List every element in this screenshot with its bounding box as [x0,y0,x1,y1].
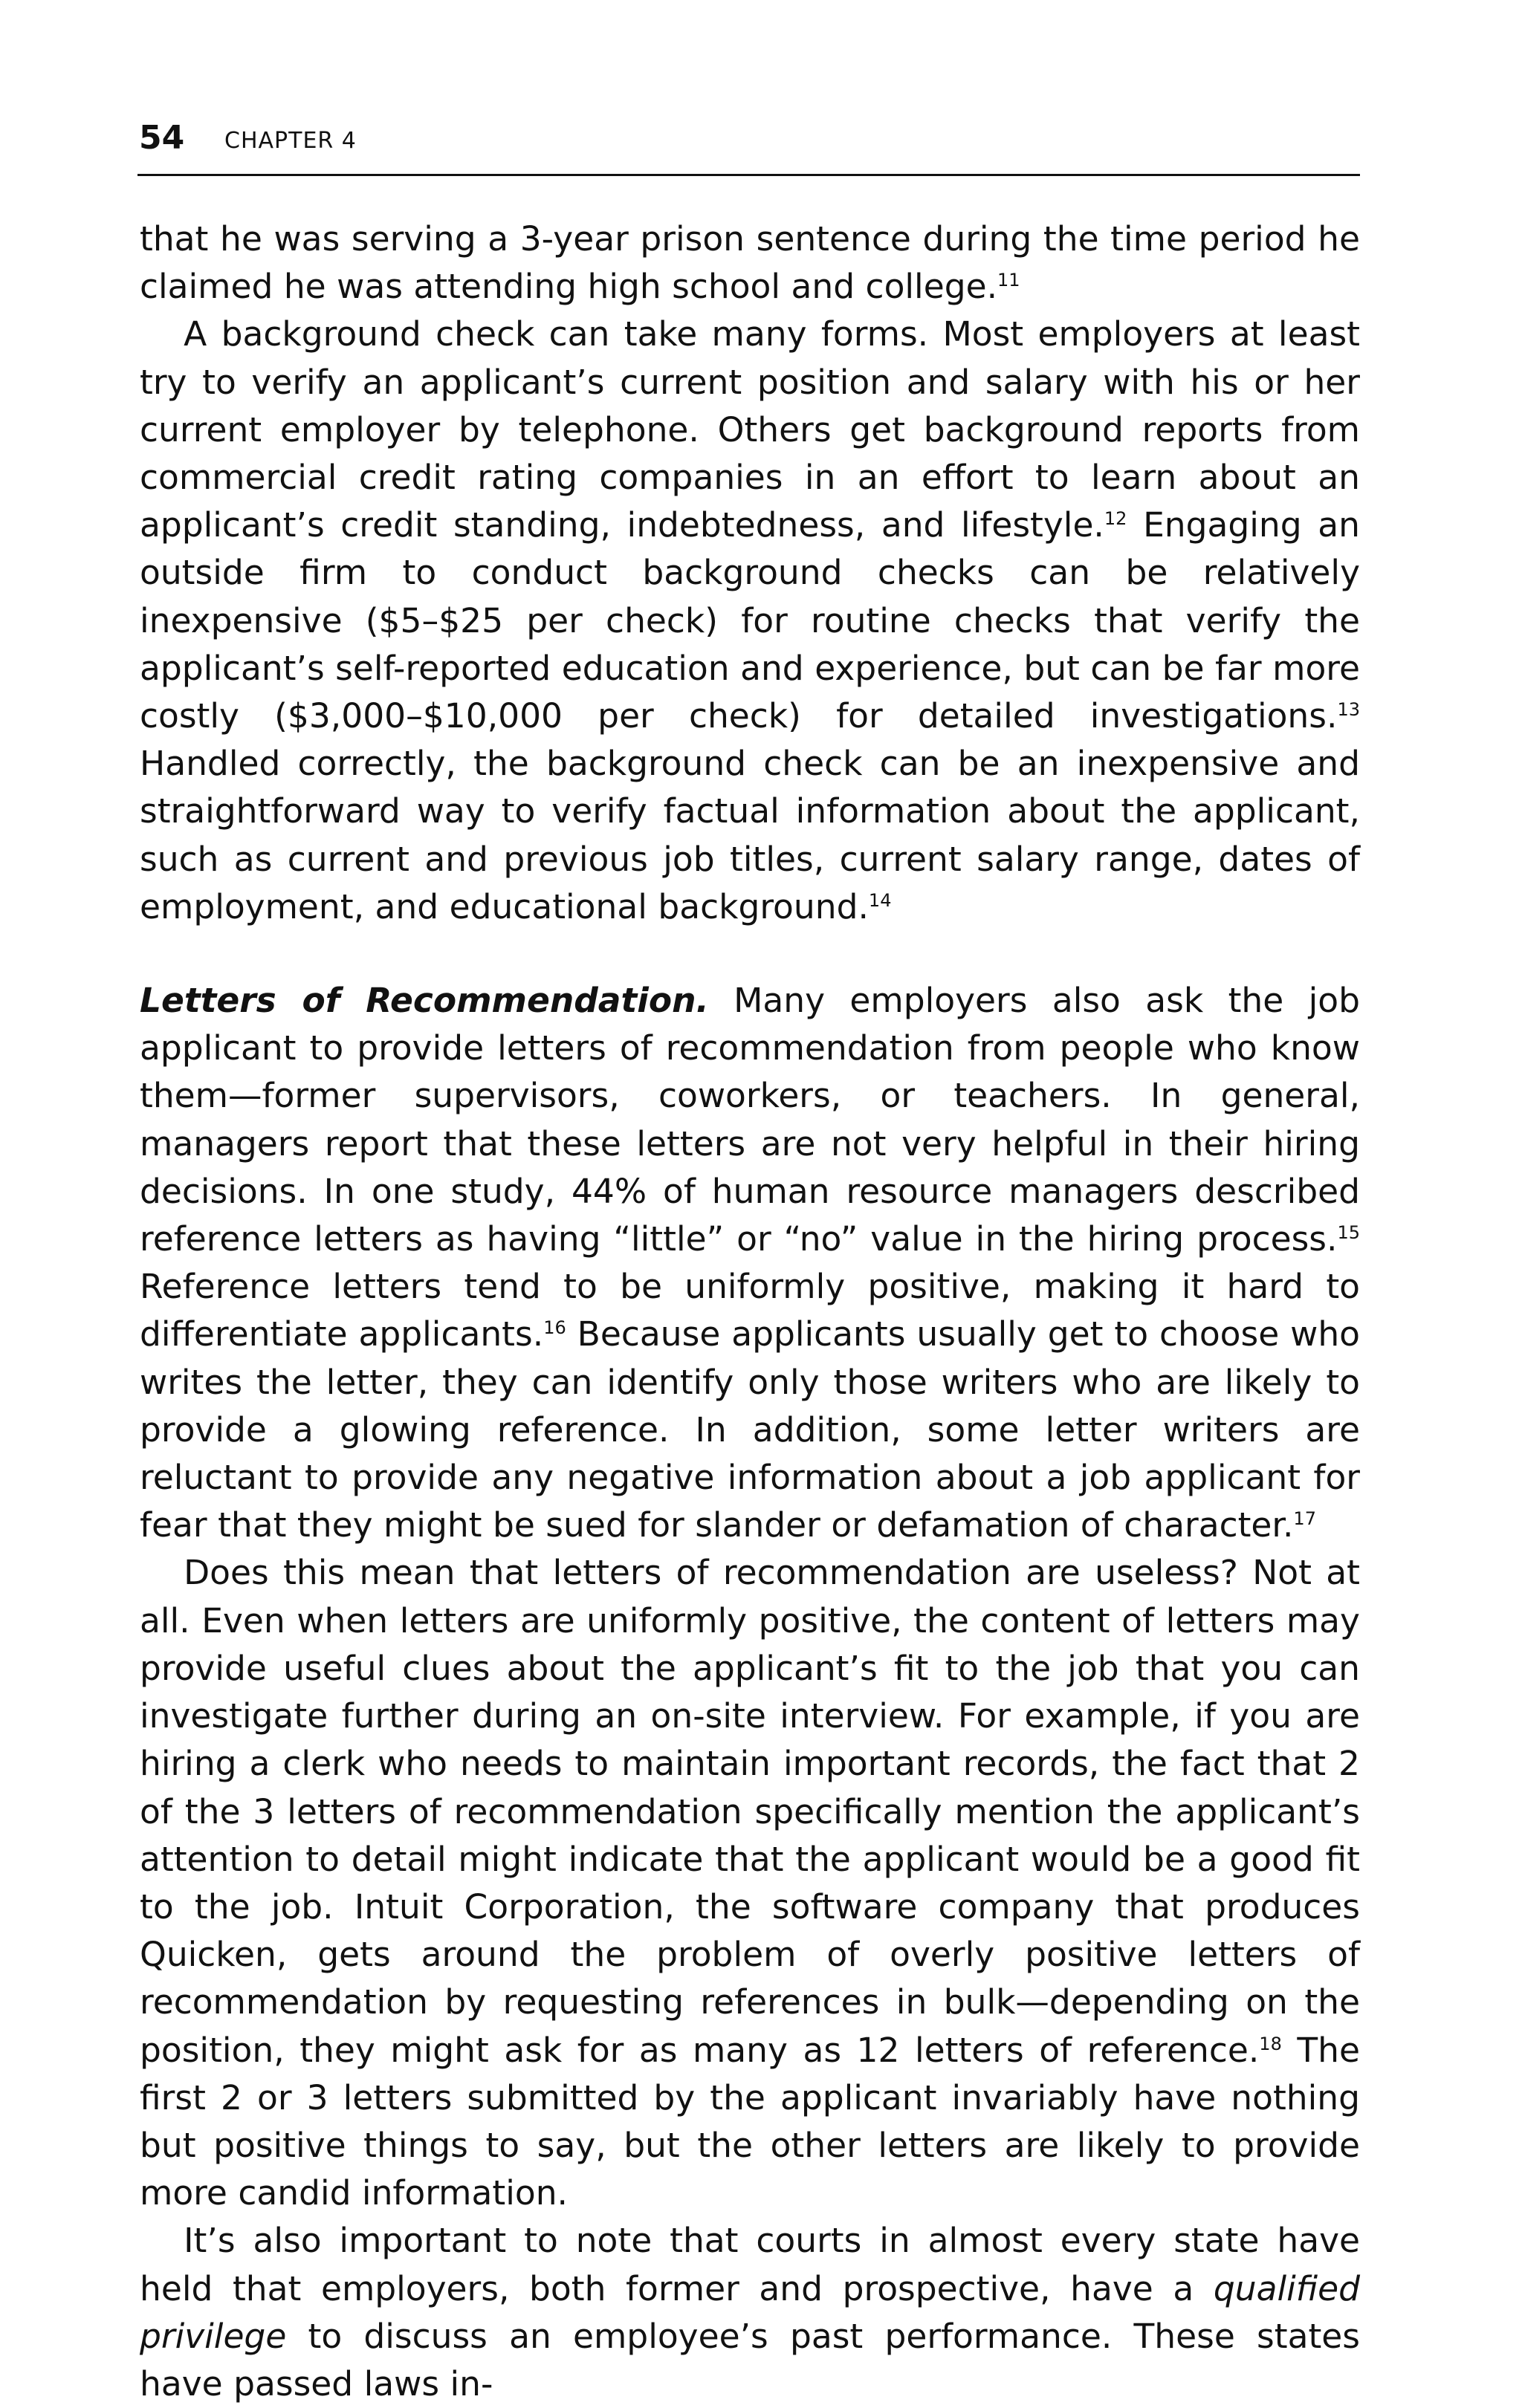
footnote-ref: 15 [1337,1221,1360,1243]
text-run: It’s also important to note that courts in almost every state have held that employers, both former and prospective, have a [140,2221,1360,2308]
footnote-ref: 13 [1337,698,1360,720]
text-run: Does this mean that letters of recommendation are useless? Not at all. Even when letters are uniformly positive, the content of letters may provide useful clues about the applicant’s fit to the job that you can investigate further during an on-site interview. For example, if you are hiring a clerk who needs to maintain important records, the fact that 2 of the 3 letters of recommendation specifically mention the applicant’s attention to detail might indicate that the applicant would be a good fit to the job. Intuit Corporation, the software company that produces Quicken, gets around the problem of overly positive letters of recommendation by requesting references in bulk—depending on the position, they might ask for as many as 12 letters of reference. [140,1553,1360,2070]
text-run: Reference letters tend to be uniformly positive, making it hard to differentiate applicants. [140,1267,1360,1354]
page-header [137,117,1360,159]
section-heading: Letters of Recommendation. [140,981,709,1021]
paragraph-qualified-privilege [140,2217,1360,2408]
paragraph-background-check [140,311,1360,931]
italic-term: qualified privilege [140,2268,1360,2356]
header-rule [137,174,1360,176]
text-run: Because applicants usually get to choose who writes the letter, they can identify only those writers who are likely to provide a glowing reference. In addition, some letter writers are reluctant to provide any negative information about a job applicant for fear that they might be sued for slander or defamation of character. [140,1314,1361,1545]
text-run: Many employers also ask the job applicant to provide letters of recommendation from people who know them—former supervisors, coworkers, or teachers. In general, managers report that these letters are not very helpful in their hiring decisions. In one study, 44% of human resource managers described reference letters as having “little” or “no” value in the hiring process. [140,981,1360,1259]
paragraph-continuation [140,215,1360,311]
body-text [140,215,1360,2408]
footnote-ref: 12 [1104,508,1127,530]
text-run: that he was serving a 3-year prison sentence during the time period he claimed he was attending high school and college. [140,219,1360,307]
footnote-ref: 17 [1293,1508,1316,1530]
text-run: to discuss an employee’s past performance. These states have passed laws in- [140,2316,1360,2404]
text-run: Engaging an outside firm to conduct background checks can be relatively inexpensive ($5–$25 per check) for routine checks that verify the applicant’s self-reported education and experience, but can be far more costly ($3,000–$10,000 per check) for detailed investigations. [140,505,1360,736]
text-run: The first 2 or 3 letters submitted by the applicant invariably have nothing but positive things to say, but the other letters are likely to provide more candid information. [140,2030,1360,2213]
paragraph-usefulness [140,1549,1360,2217]
page-number: 54 [139,119,185,157]
footnote-ref: 14 [868,889,892,911]
text-run: Handled correctly, the background check can be an inexpensive and straightforward way to verify factual information about the applicant, such as current and previous job titles, current salary range, dates of employment, and educational background. [140,744,1360,926]
paragraph-letters-of-recommendation [140,977,1360,1549]
footnote-ref: 11 [997,270,1020,291]
text-run: A background check can take many forms. Most employers at least try to verify an applicant’s current position and salary with his or her current employer by telephone. Others get background reports from commercial credit rating companies in an effort to learn about an applicant’s credit standing, indebtedness, and lifestyle. [140,314,1360,545]
footnote-ref: 16 [543,1317,566,1339]
running-head: CHAPTER 4 [224,128,357,154]
footnote-ref: 18 [1259,2033,1282,2054]
